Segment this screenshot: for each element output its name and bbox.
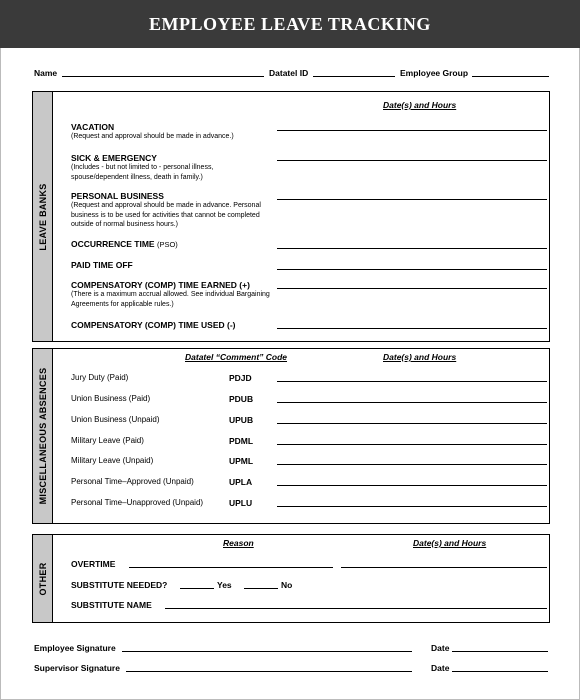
leave-banks-label-text: LEAVE BANKS: [37, 182, 48, 251]
paid-time-off-title: PAID TIME OFF: [71, 260, 133, 270]
substitute-yes-line[interactable]: [180, 588, 214, 589]
employee-date-line[interactable]: [452, 651, 548, 652]
personal-business-title: PERSONAL BUSINESS: [71, 191, 164, 201]
misc-row-code: PDUB: [229, 394, 254, 404]
sick-dates-line[interactable]: [277, 160, 547, 161]
overtime-label: OVERTIME: [71, 559, 116, 569]
misc-row-code: PDJD: [229, 373, 252, 383]
sick-note: (Includes - but not limited to - personal illness, spouse/dependent illness, death in family.): [71, 164, 214, 181]
misc-absences-section: [32, 348, 550, 524]
no-label: No: [281, 580, 293, 590]
leave-banks-section: [32, 91, 550, 342]
datatel-id-field[interactable]: [313, 76, 395, 77]
name-field[interactable]: [62, 76, 264, 77]
employee-date-label: Date: [431, 643, 450, 653]
substitute-name-line[interactable]: [165, 608, 547, 609]
misc-row-code: UPUB: [229, 415, 254, 425]
employee-signature-line[interactable]: [122, 651, 412, 652]
misc-row-label: Union Business (Paid): [71, 394, 151, 403]
vacation-dates-line[interactable]: [277, 130, 547, 131]
comp-used-dates-line[interactable]: [277, 328, 547, 329]
title-bar: [0, 0, 580, 48]
overtime-dates-line[interactable]: [341, 567, 547, 568]
reason-header: Reason: [223, 538, 254, 548]
occurrence-dates-line[interactable]: [277, 248, 547, 249]
misc-row-label: Union Business (Unpaid): [71, 415, 160, 424]
supervisor-date-line[interactable]: [452, 671, 548, 672]
misc-row-dates-line[interactable]: [277, 381, 547, 382]
occurrence-time-suffix: (PSO): [156, 240, 178, 249]
supervisor-date-label: Date: [431, 663, 450, 673]
other-section: [32, 534, 550, 623]
yes-label: Yes: [217, 580, 232, 590]
pto-dates-line[interactable]: [277, 269, 547, 270]
misc-row-code: UPLU: [229, 498, 253, 508]
substitute-needed-label: SUBSTITUTE NEEDED?: [71, 580, 168, 590]
vacation-title: VACATION: [71, 122, 115, 132]
vacation-note: (Request and approval should be made in advance.): [71, 133, 234, 140]
misc-row-dates-line[interactable]: [277, 423, 547, 424]
misc-row-label: Personal Time–Approved (Unpaid): [71, 477, 194, 486]
employee-signature-label: Employee Signature: [34, 643, 116, 653]
comp-earned-dates-line[interactable]: [277, 288, 547, 289]
occurrence-time-title: [71, 239, 178, 249]
misc-row-dates-line[interactable]: [277, 402, 547, 403]
personal-business-note: (Request and approval should be made in advance. Personal business is to be used for activities that cannot be completed outside of normal business hours.): [71, 202, 261, 228]
occurrence-time-text: OCCURRENCE TIME: [71, 239, 155, 249]
misc-row-code: UPML: [229, 456, 254, 466]
page-title: EMPLOYEE LEAVE TRACKING: [149, 13, 431, 34]
misc-row-code: PDML: [229, 436, 254, 446]
comp-earned-note: (There is a maximum accrual allowed. See individual Bargaining Agreements for applicable rules.): [71, 291, 270, 308]
other-side-label: [33, 535, 53, 622]
employee-group-field[interactable]: [472, 76, 549, 77]
misc-absences-side-label: [33, 349, 53, 523]
misc-row-dates-line[interactable]: [277, 464, 547, 465]
misc-row-dates-line[interactable]: [277, 506, 547, 507]
other-dates-header: Date(s) and Hours: [413, 538, 487, 548]
name-label: Name: [34, 68, 58, 78]
misc-dates-header: Date(s) and Hours: [383, 352, 457, 362]
overtime-reason-line[interactable]: [129, 567, 333, 568]
other-label-text: OTHER: [37, 562, 48, 595]
personal-business-dates-line[interactable]: [277, 199, 547, 200]
misc-absences-label-text: MISCELLANEOUS ABSENCES: [37, 367, 48, 505]
sick-title: SICK & EMERGENCY: [71, 153, 157, 163]
employee-group-label: Employee Group: [400, 68, 469, 78]
misc-code-header: Datatel “Comment” Code: [185, 352, 288, 362]
comp-earned-title: COMPENSATORY (COMP) TIME EARNED (+): [71, 280, 250, 290]
misc-row-label: Military Leave (Paid): [71, 436, 144, 445]
comp-used-title: COMPENSATORY (COMP) TIME USED (-): [71, 320, 236, 330]
leave-banks-side-label: [33, 92, 53, 341]
misc-row-dates-line[interactable]: [277, 444, 547, 445]
misc-row-dates-line[interactable]: [277, 485, 547, 486]
supervisor-signature-line[interactable]: [126, 671, 412, 672]
misc-row-label: Military Leave (Unpaid): [71, 456, 154, 465]
datatel-id-label: Datatel ID: [269, 68, 309, 78]
leave-dates-header: Date(s) and Hours: [383, 100, 457, 110]
substitute-no-line[interactable]: [244, 588, 278, 589]
substitute-name-label: SUBSTITUTE NAME: [71, 600, 152, 610]
misc-row-label: Jury Duty (Paid): [71, 373, 129, 382]
supervisor-signature-label: Supervisor Signature: [34, 663, 120, 673]
misc-row-label: Personal Time–Unapproved (Unpaid): [71, 498, 204, 507]
misc-row-code: UPLA: [229, 477, 253, 487]
